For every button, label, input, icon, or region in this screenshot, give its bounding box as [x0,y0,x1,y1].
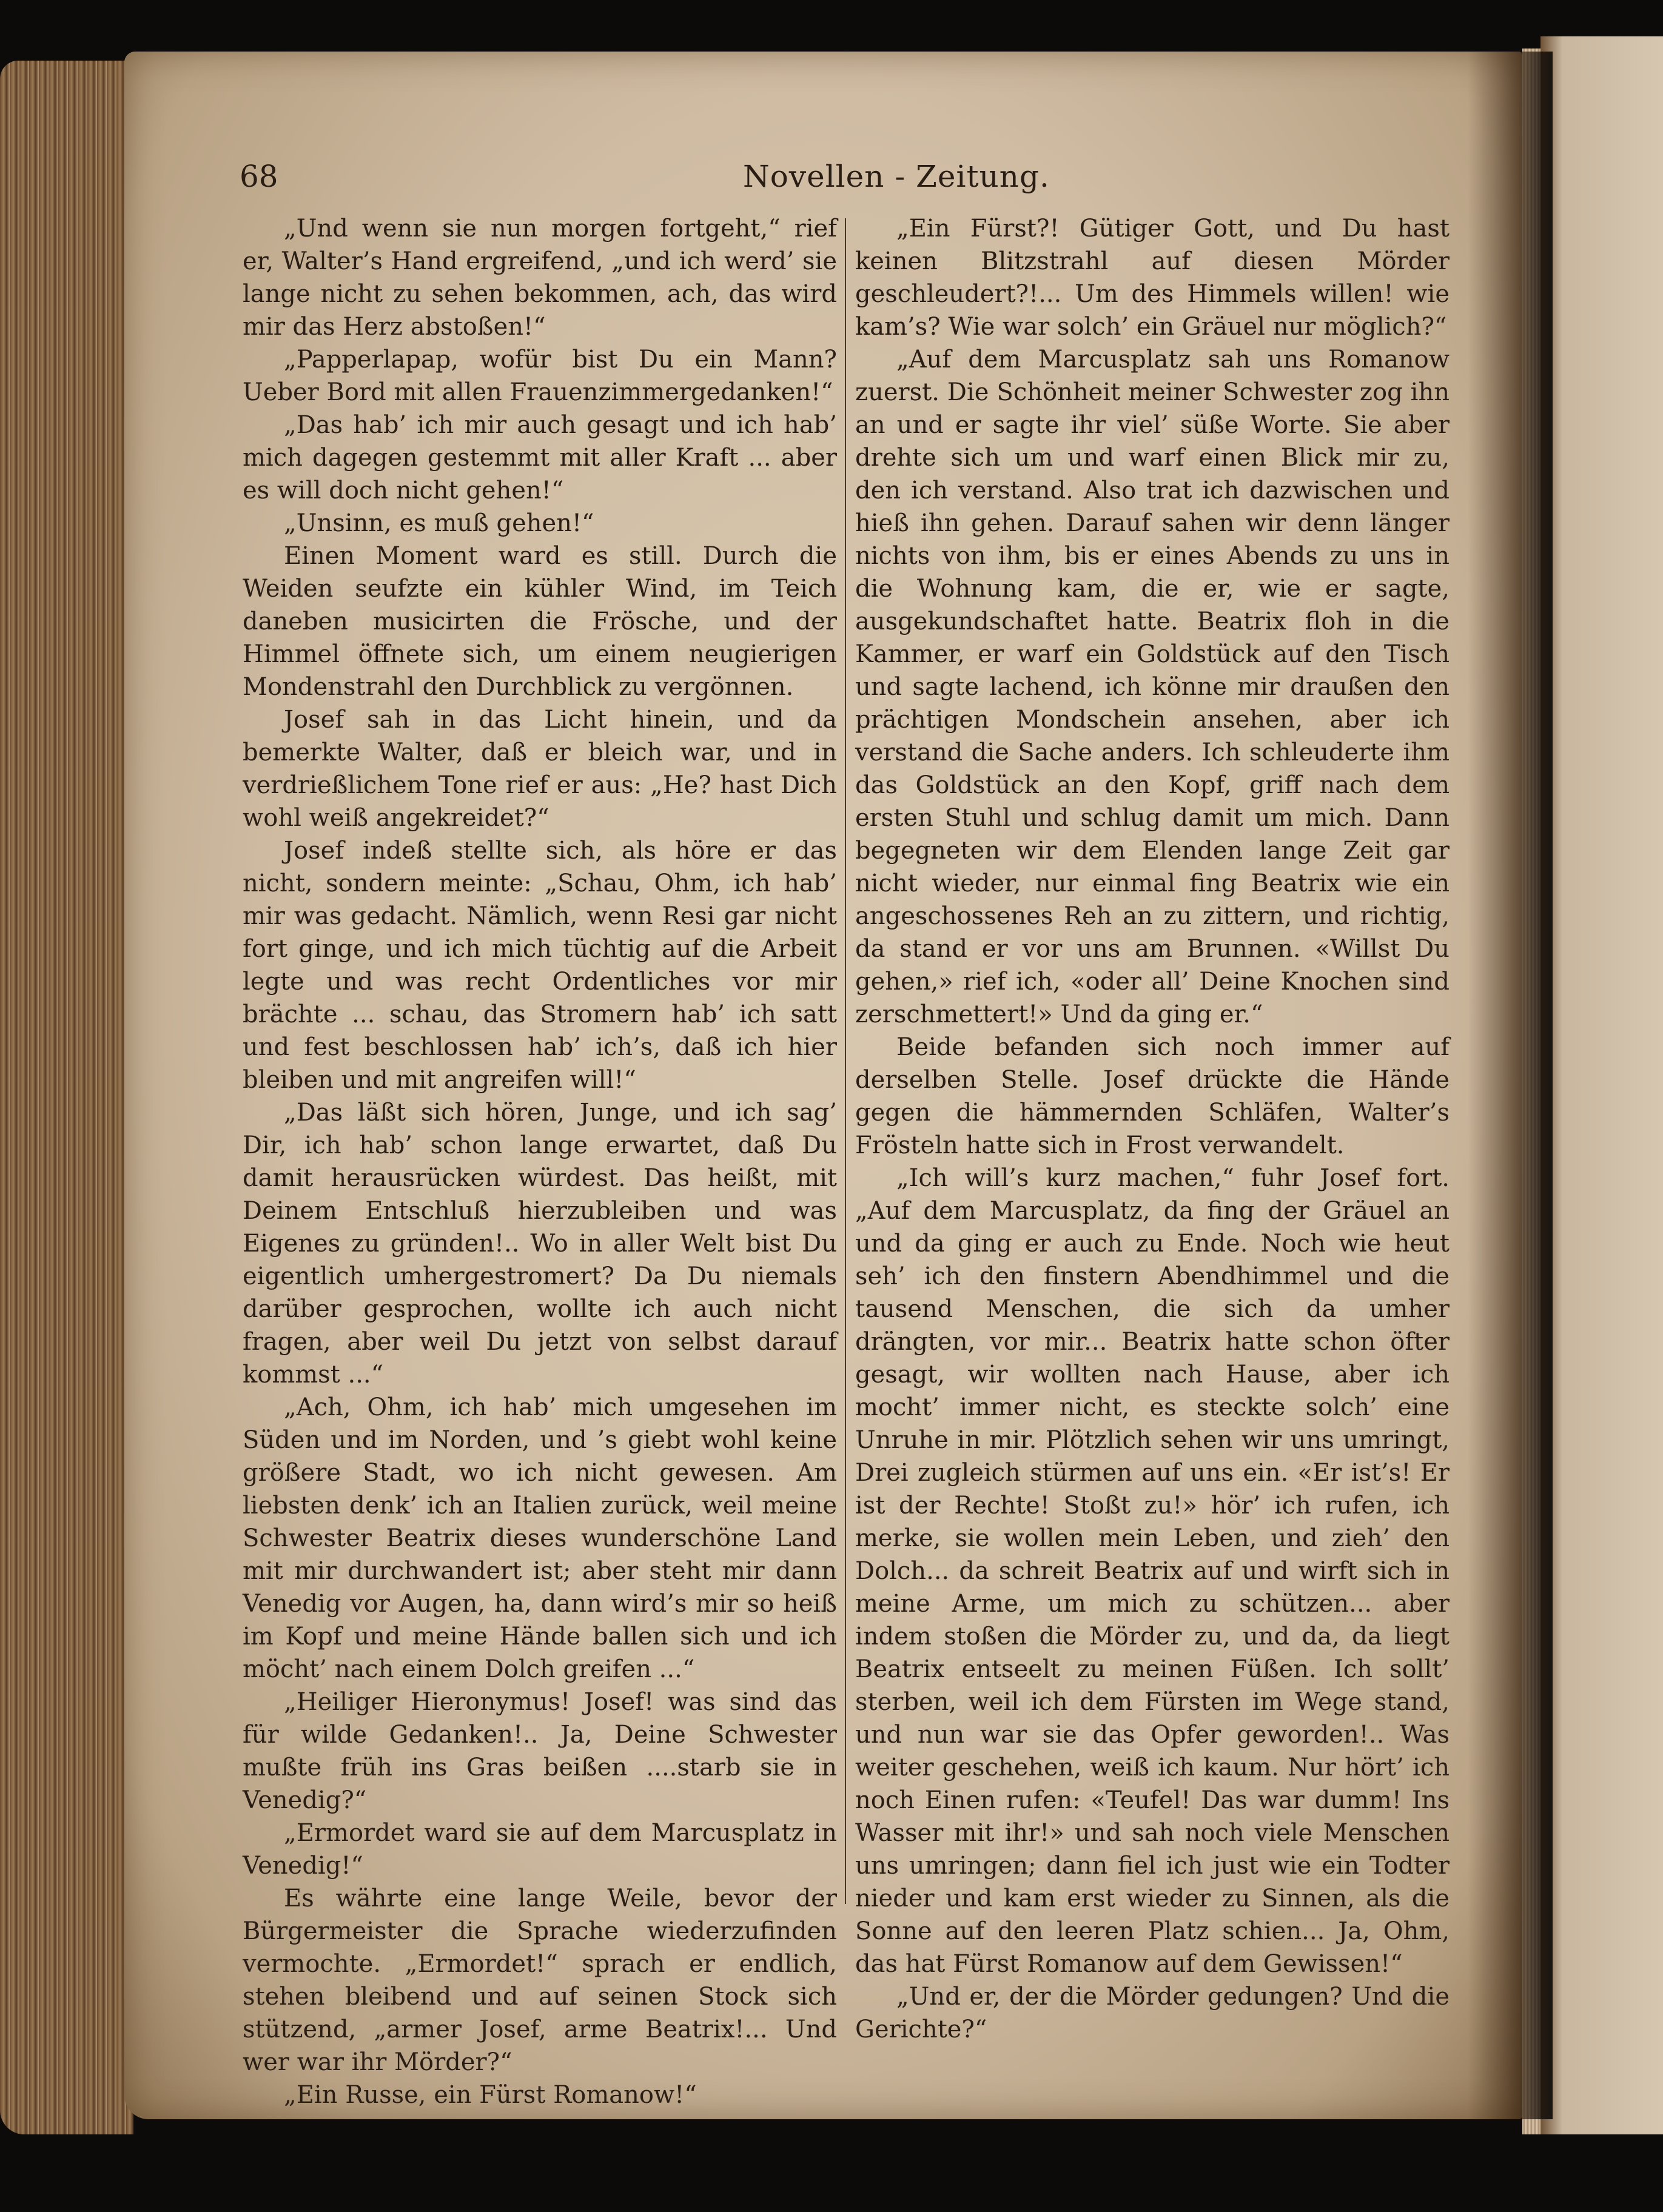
text-column-right [855,212,1450,2046]
page-edges-left [0,61,133,2134]
paragraph: „Unsinn, es muß gehen!“ [284,509,594,537]
text-column-left [243,212,837,2111]
paragraph: „Ich will’s kurz machen,“ fuhr Josef fort. „Auf dem Marcusplatz, da fing der Gräuel an und da ging er auch zu Ende. Noch wie heut seh’ ich den finstern Abendhimmel und die tausend Menschen, die sich da umher drängten, vor mir... Beatrix hatte schon öfter gesagt, wir wollten nach Hause, aber ich mocht’ immer nicht, es steckte solch’ eine Unruhe in mir. Plötzlich sehen wir uns umringt, Drei zugleich stürmen auf uns ein. «Er ist’s! Er ist der Rechte! Stoßt zu!» hör’ ich rufen, ich merke, sie wollen mein Leben, und zieh’ den Dolch... da schreit Beatrix auf und wirft sich in meine Arme, um mich zu schützen... aber indem stoßen die Mörder zu, und da, da liegt Beatrix entseelt zu meinen Füßen. Ich sollt’ sterben, weil ich dem Fürsten im Wege stand, und nun war sie das Opfer geworden!.. Was weiter geschehen, weiß ich kaum. Nur hört’ ich noch Einen rufen: «Teufel! Das war dumm! Ins Wasser mit ihr!» und sah noch viele Menschen uns umringen; dann fiel ich just wie ein Todter nieder und kam erst wieder zu Sinnen, als die Sonne auf den leeren Platz schien... Ja, Ohm, das hat Fürst Romanow auf dem Gewissen!“ [855,1164,1450,1978]
running-title: Novellen - Zeitung. [743,159,1050,194]
paragraph: „Ach, Ohm, ich hab’ mich umgesehen im Süden und im Norden, und ’s giebt wohl keine größere Stadt, wo ich nicht gewesen. Am liebsten denk’ ich an Italien zurück, weil meine Schwester Beatrix dieses wunderschöne Land mit mir durchwandert ist; aber steht mir dann Venedig vor Augen, ha, dann wird’s mir so heiß im Kopf und meine Hände ballen sich und ich möcht’ nach einem Dolch greifen ...“ [243,1393,837,1683]
paragraph: „Das läßt sich hören, Junge, und ich sag’ Dir, ich hab’ schon lange erwartet, daß Du damit herausrücken würdest. Das heißt, mit Deinem Entschluß hierzubleiben und was Eigenes zu gründen!.. Wo in aller Welt bist Du eigentlich umhergestromert? Da Du niemals darüber gesprochen, wollte ich auch nicht fragen, aber weil Du jetzt von selbst darauf kommst ...“ [243,1099,837,1389]
paragraph: Josef sah in das Licht hinein, und da bemerkte Walter, daß er bleich war, und in verdrießlichem Tone rief er aus: „He? hast Dich wohl weiß angekreidet?“ [243,706,837,832]
paragraph: Beide befanden sich noch immer auf derselben Stelle. Josef drückte die Hände gegen die hämmernden Schläfen, Walter’s Frösteln hatte sich in Frost verwandelt. [855,1033,1450,1159]
paragraph: „Ermordet ward sie auf dem Marcusplatz in Venedig!“ [243,1819,837,1880]
paragraph: „Das hab’ ich mir auch gesagt und ich hab’ mich dagegen gestemmt mit aller Kraft ... aber es will doch nicht gehen!“ [243,411,837,504]
paragraph: Einen Moment ward es still. Durch die Weiden seufzte ein kühler Wind, im Teich daneben musicirten die Frösche, und der Himmel öffnete sich, um einem neugierigen Mondenstrahl den Durchblick zu vergönnen. [243,542,837,701]
paragraph: Es währte eine lange Weile, bevor der Bürgermeister die Sprache wiederzufinden vermochte. „Ermordet!“ sprach er endlich, stehen bleibend und auf seinen Stock sich stützend, „armer Josef, arme Beatrix!... Und wer war ihr Mörder?“ [243,1885,837,2076]
next-page-strip [1540,36,1663,2134]
paragraph: „Und wenn sie nun morgen fortgeht,“ rief er, Walter’s Hand ergreifend, „und ich werd’ sie lange nicht zu sehen bekommen, ach, das wird mir das Herz abstoßen!“ [243,215,837,341]
gutter-shadow [1468,52,1553,2119]
paragraph: „Auf dem Marcusplatz sah uns Romanow zuerst. Die Schönheit meiner Schwester zog ihn an und er sagte ihr viel’ süße Worte. Sie aber drehte sich um und warf einen Blick mir zu, den ich verstand. Also trat ich dazwischen und hieß ihn gehen. Darauf sahen wir denn länger nichts von ihm, bis er eines Abends zu uns in die Wohnung kam, die er, wie er sagte, ausgekundschaftet hatte. Beatrix floh in die Kammer, er warf ein Goldstück auf den Tisch und sagte lachend, ich könne mir draußen den prächtigen Mondschein ansehen, aber ich verstand die Sache anders. Ich schleuderte ihm das Goldstück an den Kopf, griff nach dem ersten Stuhl und schlug damit um mich. Dann begegneten wir dem Elenden lange Zeit gar nicht wieder, nur einmal fing Beatrix wie ein angeschossenes Reh an zu zittern, und richtig, da stand er vor uns am Brunnen. «Willst Du gehen,» rief ich, «oder all’ Deine Knochen sind zerschmettert!» Und da ging er.“ [855,346,1450,1028]
paragraph: „Ein Fürst?! Gütiger Gott, und Du hast keinen Blitzstrahl auf diesen Mörder geschleudert?!... Um des Himmels willen! wie kam’s? Wie war solch’ ein Gräuel nur möglich?“ [855,215,1450,341]
page-number: 68 [240,159,278,194]
paragraph: Josef indeß stellte sich, als höre er das nicht, sondern meinte: „Schau, Ohm, ich hab’ mir was gedacht. Nämlich, wenn Resi gar nicht fort ginge, und ich mich tüchtig auf die Arbeit legte und was recht Ordentliches vor mir brächte ... schau, das Stromern hab’ ich satt und fest beschlossen hab’ ich’s, daß ich hier bleiben und mit angreifen will!“ [243,837,837,1094]
paragraph: „Papperlapap, wofür bist Du ein Mann? Ueber Bord mit allen Frauenzimmergedanken!“ [243,346,837,406]
paragraph: „Ein Russe, ein Fürst Romanow!“ [284,2081,697,2109]
column-divider [845,218,846,1904]
paragraph: „Und er, der die Mörder gedungen? Und die Gerichte?“ [855,1983,1450,2043]
paragraph: „Heiliger Hieronymus! Josef! was sind das für wilde Gedanken!.. Ja, Deine Schwester mußte früh ins Gras beißen ....starb sie in Venedig?“ [243,1688,837,1814]
